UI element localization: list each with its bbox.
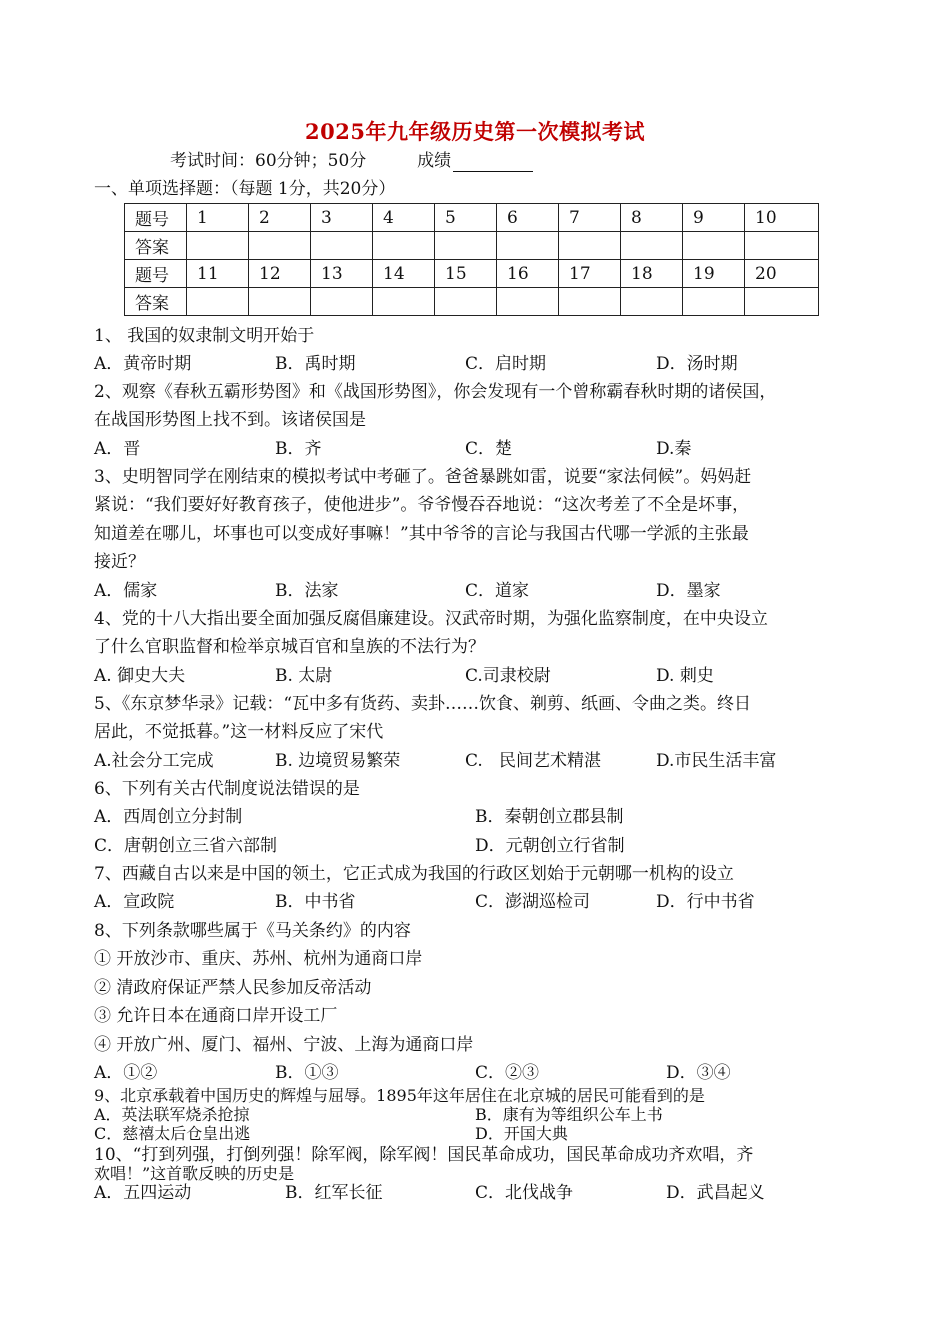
question-9-stem: 9、北京承载着中国历史的辉煌与屈辱。1895年这年居住在北京城的居民可能看到的是 xyxy=(94,1086,705,1105)
q8-item-4: ④ 开放广州、厦门、福州、宁波、上海为通商口岸 xyxy=(94,1035,474,1055)
table-row xyxy=(125,204,819,232)
question-number: 13 xyxy=(311,260,373,288)
q9-option-a[interactable]: A．英法联军烧杀抢掠 xyxy=(94,1105,250,1124)
answer-cell[interactable] xyxy=(621,232,683,260)
q1-option-b[interactable]: B．禹时期 xyxy=(275,354,356,374)
exam-title: 2025年九年级历史第一次模拟考试 xyxy=(305,119,645,144)
question-3-stem-cont: 接近？ xyxy=(94,552,145,572)
question-number: 7 xyxy=(559,204,621,232)
q6-option-b[interactable]: B．秦朝创立郡县制 xyxy=(475,807,624,827)
answer-cell[interactable] xyxy=(683,288,745,316)
answer-cell[interactable] xyxy=(621,288,683,316)
question-2-stem-cont: 在战国形势图上找不到。该诸侯国是 xyxy=(94,410,366,430)
q4-option-d[interactable]: D. 刺史 xyxy=(656,666,714,686)
question-10-stem-cont: 欢唱！”这首歌反映的历史是 xyxy=(94,1164,295,1183)
row-label-number: 题号 xyxy=(125,260,187,288)
answer-cell[interactable] xyxy=(559,232,621,260)
question-3-stem: 3、史明智同学在刚结束的模拟考试中考砸了。爸爸暴跳如雷，说要“家法伺候”。妈妈赶 xyxy=(94,467,752,487)
q6-option-c[interactable]: C．唐朝创立三省六部制 xyxy=(94,836,278,856)
question-number: 5 xyxy=(435,204,497,232)
q8-item-3: ③ 允许日本在通商口岸开设工厂 xyxy=(94,1006,338,1026)
q4-option-a[interactable]: A. 御史大夫 xyxy=(94,666,186,686)
question-number: 19 xyxy=(683,260,745,288)
q3-option-d[interactable]: D．墨家 xyxy=(656,581,721,601)
question-number: 18 xyxy=(621,260,683,288)
q1-option-c[interactable]: C．启时期 xyxy=(465,354,547,374)
question-3-stem-cont: 紧说：“我们要好好教育孩子，使他进步”。爷爷慢吞吞地说：“这次考差了不全是坏事， xyxy=(94,495,750,515)
q10-option-b[interactable]: B．红军长征 xyxy=(285,1183,383,1203)
question-4-stem: 4、党的十八大指出要全面加强反腐倡廉建设。汉武帝时期，为强化监察制度，在中央设立 xyxy=(94,609,768,629)
answer-cell[interactable] xyxy=(745,288,819,316)
answer-table xyxy=(124,203,819,316)
answer-cell[interactable] xyxy=(435,232,497,260)
q2-option-a[interactable]: A．晋 xyxy=(94,439,141,459)
question-number: 6 xyxy=(497,204,559,232)
exam-time: 考试时间：60分钟；50分 xyxy=(170,151,367,171)
q2-option-b[interactable]: B．齐 xyxy=(275,439,322,459)
answer-cell[interactable] xyxy=(683,232,745,260)
question-number: 14 xyxy=(373,260,435,288)
q5-option-b[interactable]: B. 边境贸易繁荣 xyxy=(275,751,401,771)
q6-option-d[interactable]: D．元朝创立行省制 xyxy=(475,836,625,856)
row-label-answer: 答案 xyxy=(125,232,187,260)
answer-cell[interactable] xyxy=(435,288,497,316)
question-number: 15 xyxy=(435,260,497,288)
q5-option-d[interactable]: D.市民生活丰富 xyxy=(656,751,777,771)
q3-option-c[interactable]: C．道家 xyxy=(465,581,530,601)
answer-cell[interactable] xyxy=(187,288,249,316)
q8-option-a[interactable]: A．①② xyxy=(94,1063,158,1083)
question-6-stem: 6、下列有关古代制度说法错误的是 xyxy=(94,779,360,799)
q3-option-b[interactable]: B．法家 xyxy=(275,581,339,601)
table-row xyxy=(125,232,819,260)
question-number: 12 xyxy=(249,260,311,288)
table-row xyxy=(125,288,819,316)
row-label-number: 题号 xyxy=(125,204,187,232)
question-number: 2 xyxy=(249,204,311,232)
question-number: 8 xyxy=(621,204,683,232)
answer-cell[interactable] xyxy=(745,232,819,260)
row-label-answer: 答案 xyxy=(125,288,187,316)
question-number: 11 xyxy=(187,260,249,288)
q4-option-b[interactable]: B. 太尉 xyxy=(275,666,333,686)
question-10-stem: 10、“打到列强，打倒列强！除军阀，除军阀！国民革命成功，国民革命成功齐欢唱，齐 xyxy=(94,1145,754,1165)
q9-option-d[interactable]: D．开国大典 xyxy=(475,1124,568,1143)
question-number: 1 xyxy=(187,204,249,232)
answer-cell[interactable] xyxy=(311,288,373,316)
q5-option-c[interactable]: C. 民间艺术精湛 xyxy=(465,751,602,771)
q2-option-c[interactable]: C．楚 xyxy=(465,439,513,459)
q7-option-c[interactable]: C．澎湖巡检司 xyxy=(475,892,591,912)
question-number: 16 xyxy=(497,260,559,288)
q10-option-a[interactable]: A．五四运动 xyxy=(94,1183,192,1203)
answer-cell[interactable] xyxy=(373,288,435,316)
answer-cell[interactable] xyxy=(187,232,249,260)
answer-cell[interactable] xyxy=(373,232,435,260)
q8-option-b[interactable]: B．①③ xyxy=(275,1063,339,1083)
q1-option-d[interactable]: D．汤时期 xyxy=(656,354,738,374)
table-row xyxy=(125,260,819,288)
question-2-stem: 2、观察《春秋五霸形势图》和《战国形势图》，你会发现有一个曾称霸春秋时期的诸侯国， xyxy=(94,382,777,402)
q8-item-2: ② 清政府保证严禁人民参加反帝活动 xyxy=(94,978,372,998)
score-blank[interactable] xyxy=(453,155,533,172)
question-number: 17 xyxy=(559,260,621,288)
q2-option-d[interactable]: D.秦 xyxy=(656,439,692,459)
question-5-stem: 5、《东京梦华录》记载：“瓦中多有货药、卖卦……饮食、剃剪、纸画、令曲之类。终日 xyxy=(94,694,752,714)
question-5-stem-cont: 居此，不觉抵暮。”这一材料反应了宋代 xyxy=(94,722,384,742)
q4-option-c[interactable]: C.司隶校尉 xyxy=(465,666,551,686)
answer-cell[interactable] xyxy=(311,232,373,260)
q8-option-c[interactable]: C．②③ xyxy=(475,1063,540,1083)
question-1-stem: 1、 我国的奴隶制文明开始于 xyxy=(94,326,315,346)
question-number: 3 xyxy=(311,204,373,232)
answer-cell[interactable] xyxy=(559,288,621,316)
q10-option-c[interactable]: C．北伐战争 xyxy=(475,1183,574,1203)
question-number: 4 xyxy=(373,204,435,232)
answer-cell[interactable] xyxy=(497,288,559,316)
score-label: 成绩 xyxy=(417,151,452,171)
q7-option-b[interactable]: B．中书省 xyxy=(275,892,356,912)
q3-option-a[interactable]: A．儒家 xyxy=(94,581,158,601)
q9-option-b[interactable]: B．康有为等组织公车上书 xyxy=(475,1105,663,1124)
question-number: 9 xyxy=(683,204,745,232)
question-4-stem-cont: 了什么官职监督和检举京城百官和皇族的不法行为？ xyxy=(94,637,485,657)
question-7-stem: 7、西藏自古以来是中国的领土，它正式成为我国的行政区划始于元朝哪一机构的设立 xyxy=(94,864,734,884)
q8-option-d[interactable]: D．③④ xyxy=(666,1063,731,1083)
question-number: 20 xyxy=(745,260,819,288)
exam-info xyxy=(170,150,533,172)
question-3-stem-cont: 知道差在哪儿，坏事也可以变成好事嘛！”其中爷爷的言论与我国古代哪一学派的主张最 xyxy=(94,524,749,544)
q10-option-d[interactable]: D．武昌起义 xyxy=(666,1183,765,1203)
q8-item-1: ① 开放沙市、重庆、苏州、杭州为通商口岸 xyxy=(94,949,423,969)
answer-cell[interactable] xyxy=(497,232,559,260)
question-number: 10 xyxy=(745,204,819,232)
answer-cell[interactable] xyxy=(249,232,311,260)
q5-option-a[interactable]: A.社会分工完成 xyxy=(94,751,214,771)
q9-option-c[interactable]: C．慈禧太后仓皇出逃 xyxy=(94,1124,251,1143)
q7-option-d[interactable]: D．行中书省 xyxy=(656,892,755,912)
q1-option-a[interactable]: A．黄帝时期 xyxy=(94,354,192,374)
q6-option-a[interactable]: A．西周创立分封制 xyxy=(94,807,243,827)
q7-option-a[interactable]: A．宣政院 xyxy=(94,892,175,912)
section-heading: 一、单项选择题：（每题 1分，共20分） xyxy=(94,179,396,199)
question-8-stem: 8、下列条款哪些属于《马关条约》的内容 xyxy=(94,921,411,941)
answer-cell[interactable] xyxy=(249,288,311,316)
